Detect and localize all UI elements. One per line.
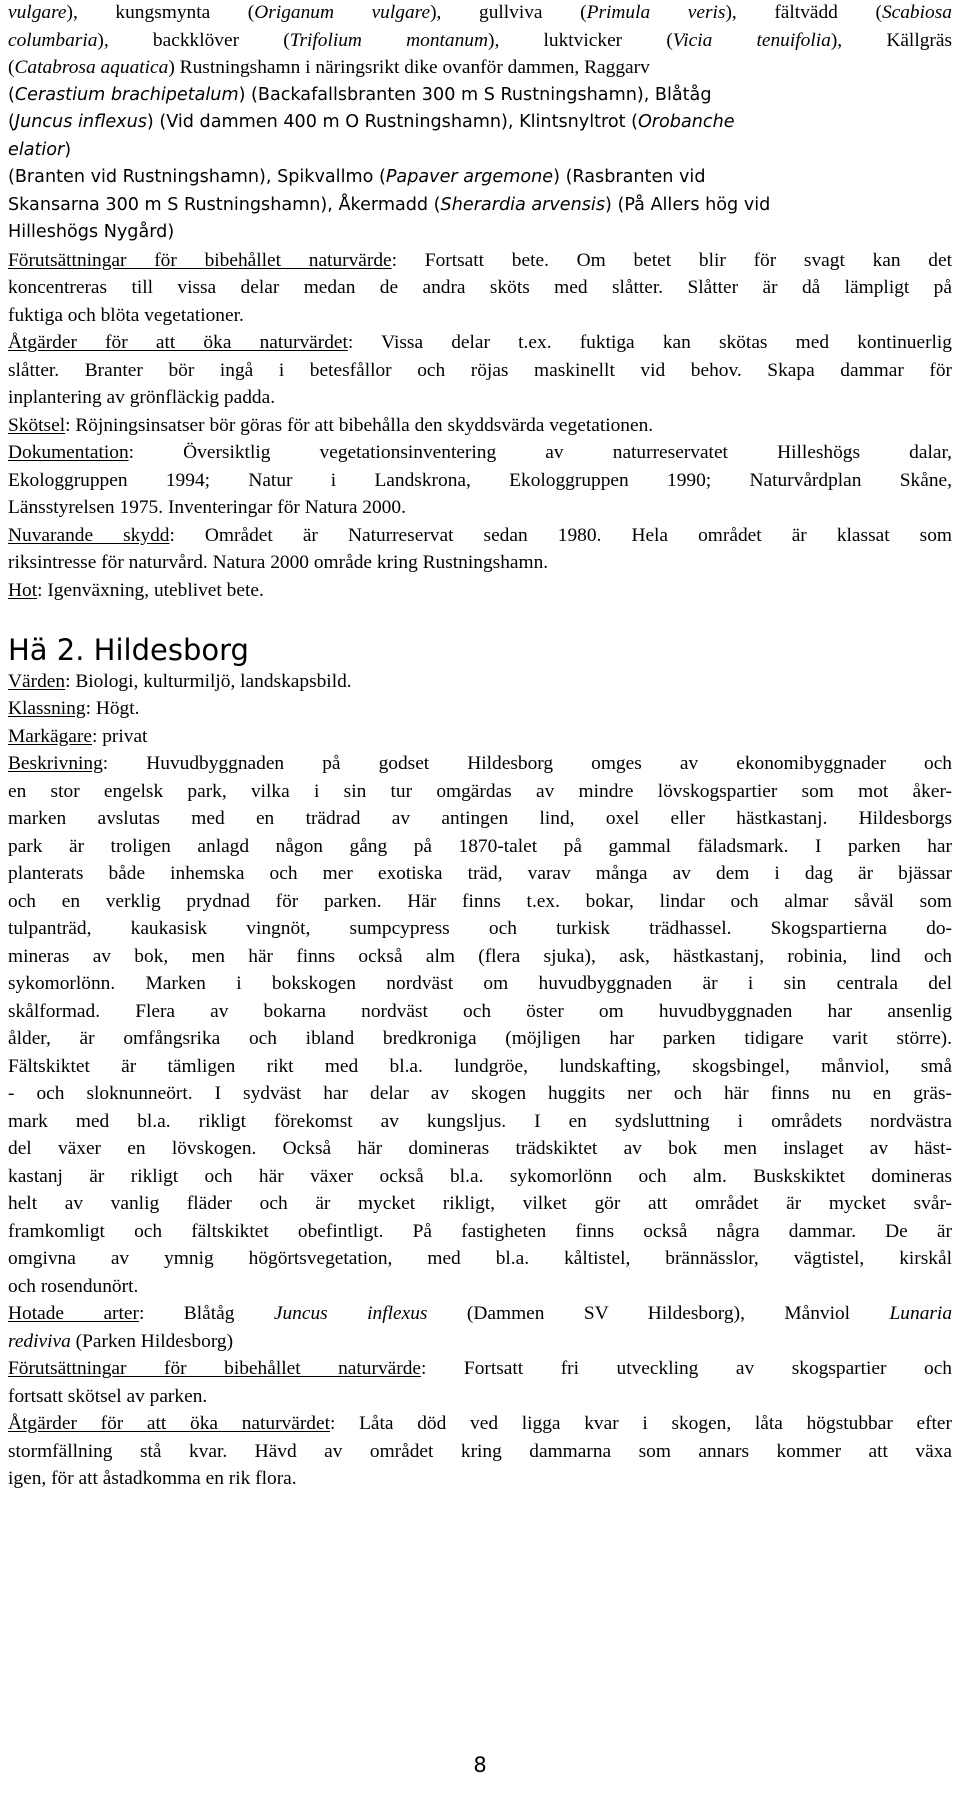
text-line: Ekologgruppen 1994; Natur i Landskrona, Ekologgruppen 1990; Naturvårdplan Skåne, [8,469,952,491]
owner-paragraph [8,723,952,751]
text-line: Förutsättningar för bibehållet naturvärde: Fortsatt bete. Om betet blir för svagt kan det [8,249,952,271]
species-name: Origanum vulgare [254,2,431,23]
measures-paragraph [8,329,952,412]
species-name: vulgare [8,2,67,23]
text-line: (Cerastium brachipetalum) (Backafallsbranten 300 m S Rustningshamn), Blåtåg [8,84,712,105]
species-name: Sherardia arvensis [440,194,605,215]
species-list-continued [8,0,952,247]
text-line: och rosendunört. [8,1275,139,1297]
species-name: Papaver argemone [385,167,554,187]
text-line: tulpanträd, kaukasisk vingnöt, sumpcypress och turkisk trädhassel. Skogspartierna do- [8,918,952,939]
field-label: Klassning [8,698,86,719]
text-line: Åtgärder för att öka naturvärdet: Låta död ved ligga kvar i skogen, låta högstubbar efter [8,1413,952,1434]
text-line: Hotade arter: Blåtåg Juncus inflexus (Dammen SV Hildesborg), Månviol Lunaria [8,1303,953,1324]
classification-paragraph [8,695,952,723]
protection-paragraph [8,522,952,577]
spacer [8,604,952,632]
text-line: fortsatt skötsel av parken. [8,1385,208,1407]
species-name: columbaria [8,29,98,51]
documentation-paragraph [8,439,952,522]
text-line: riksintresse för naturvård. Natura 2000 område kring Rustningshamn. [8,552,549,573]
text-line: Hilleshögs Nygård) [8,222,175,242]
field-label: Hot [8,579,38,601]
species-name: elatior [8,139,65,160]
text-line: en stor engelsk park, vilka i sin tur omgärdas av mindre lövskogspartier som mot åker- [8,780,952,802]
text-line: slåtter. Branter bör ingå i betesfållor och röjas maskinellt vid behov. Skapa dammar för [8,359,952,381]
preconditions-paragraph [8,1355,952,1410]
text-line: Markägare: privat [8,725,148,747]
measures-paragraph [8,1410,952,1493]
text-line: ålder, är omfångsrika och ibland bredkroniga (möjligen har parken tidigare varit större). [8,1028,952,1049]
text-line: inplantering av grönfläckig padda. [8,387,276,408]
threats-paragraph [8,577,952,605]
text-line: elatior) [8,139,72,160]
text-line: helt av vanlig fläder och är mycket rikligt, vilket gör att området är mycket svår- [8,1193,952,1214]
text-line: och en verklig prydnad för parken. Här finns t.ex. bokar, lindar och almar såväl som [8,890,952,912]
text-line: del växer en lövskogen. Också här domineras trädskiktet av bok men inslaget av häst- [8,1138,952,1159]
text-line: skålformad. Flera av bokarna nordväst och öster om huvudbyggnaden har ansenlig [8,1000,952,1022]
species-name: Primula veris [586,2,726,23]
species-name: Juncus inflexus [14,112,147,132]
field-label: Dokumentation [8,442,129,463]
text-line: park är troligen anlagd någon gång på 1870-talet på gammal fäladsmark. I parken har [8,835,952,857]
values-paragraph [8,668,952,696]
text-line: mineras av bok, men här finns också alm (flera sjuka), ask, hästkastanj, robinia, lind och [8,945,952,967]
species-name: rediviva [8,1330,71,1352]
page-number: 8 [473,1753,487,1777]
field-label: Förutsättningar för bibehållet naturvärde [8,1358,422,1379]
species-name: Orobanche [637,112,735,132]
species-name: Scabiosa [881,2,952,23]
description-paragraph [8,750,952,1300]
text-line: stormfällning stå kvar. Hävd av området kring dammarna som annars kommer att växa [8,1440,952,1462]
text-line: planterats både inhemska och mer exotiska träd, varav många av dem i dag är bjässar [8,863,952,884]
text-line: Skötsel: Röjningsinsatser bör göras för att bibehålla den skyddsvärda vegetationen. [8,414,654,436]
species-name: Trifolium montanum [289,29,489,51]
text-line: koncentreras till vissa delar medan de andra sköts med slåtter. Slåtter är då lämpligt på [8,277,952,298]
species-name: Lunaria [889,1303,953,1324]
text-line: Skansarna 300 m S Rustningshamn), Åkermadd (Sherardia arvensis) (På Allers hög vid [8,194,771,215]
text-line: Dokumentation: Översiktlig vegetationsinventering av naturreservatet Hilleshögs dalar, [8,442,952,463]
text-line: Klassning: Högt. [8,698,140,719]
field-label: Skötsel [8,414,66,436]
document-page [8,0,952,1493]
field-label: Åtgärder för att öka naturvärdet [8,1413,330,1434]
field-label: Markägare [8,725,92,747]
text-line: (Branten vid Rustningshamn), Spikvallmo (Papaver argemone) (Rasbranten vid [8,167,706,187]
text-line: marken avslutas med en trädrad av antingen lind, oxel eller hästkastanj. Hildesborgs [8,808,952,829]
species-name: Catabrosa aquatica [14,57,169,78]
text-line: Länsstyrelsen 1975. Inventeringar för Natura 2000. [8,497,406,518]
text-line: columbaria), backklöver (Trifolium montanum), luktvicker (Vicia tenuifolia), Källgräs [8,29,953,51]
species-name: Vicia tenuifolia [672,29,831,51]
species-name: Cerastium brachipetalum [14,84,239,105]
section-heading: Hä 2. Hildesborg [8,632,249,667]
field-label: Beskrivning [8,753,103,774]
text-line: Värden: Biologi, kulturmiljö, landskapsbild. [8,670,352,692]
text-line: vulgare), kungsmynta (Origanum vulgare), gullviva (Primula veris), fältvädd (Scabiosa [8,2,952,23]
text-line: framkomligt och fältskiktet obefintligt. På fastigheten finns också några dammar. De är [8,1220,952,1242]
text-line: (Juncus inflexus) (Vid dammen 400 m O Rustningshamn), Klintsnyltrot (Orobanche [8,112,735,132]
text-line: kastanj är rikligt och här växer också bl.a. sykomorlönn och alm. Buskskiktet domineras [8,1165,952,1187]
text-line: Förutsättningar för bibehållet naturvärde: Fortsatt fri utveckling av skogspartier och [8,1358,952,1379]
text-line: Nuvarande skydd: Området är Naturreservat sedan 1980. Hela området är klassat som [8,524,952,546]
field-label: Hotade arter [8,1303,139,1324]
field-label: Nuvarande skydd [8,524,170,546]
text-line: Fältskiktet är tämligen rikt med bl.a. lundgröe, lundskafting, skogsbingel, månviol, små [8,1055,952,1077]
management-paragraph [8,412,952,440]
text-line: sykomorlönn. Marken i bokskogen nordväst om huvudbyggnaden är i sin centrala del [8,973,952,994]
field-label: Förutsättningar för bibehållet naturvärde [8,249,392,271]
text-line: rediviva (Parken Hildesborg) [8,1330,234,1352]
threatened-species-paragraph [8,1300,952,1355]
text-line: Beskrivning: Huvudbyggnaden på godset Hildesborg omges av ekonomibyggnader och [8,753,952,774]
species-name: Juncus inflexus [273,1303,428,1324]
preconditions-paragraph [8,247,952,330]
field-label: Åtgärder för att öka naturvärdet [8,332,348,353]
field-label: Värden [8,670,66,692]
text-line: fuktiga och blöta vegetationer. [8,304,244,326]
text-line: mark med bl.a. rikligt förekomst av kungsljus. I en sydsluttning i områdets nordvästra [8,1110,952,1132]
text-line: igen, för att åstadkomma en rik flora. [8,1468,297,1489]
text-line: omgivna av ymnig högörtsvegetation, med bl.a. kåltistel, brännässlor, vägtistel, kirskål [8,1248,952,1269]
text-line: (Catabrosa aquatica) Rustningshamn i näringsrikt dike ovanför dammen, Raggarv [8,57,650,78]
text-line: Åtgärder för att öka naturvärdet: Vissa delar t.ex. fuktiga kan skötas med kontinuerlig [8,332,952,353]
text-line: - och sloknunneört. I sydväst har delar av skogen huggits ner och här finns nu en gräs- [8,1083,952,1104]
text-line: Hot: Igenväxning, uteblivet bete. [8,579,264,601]
